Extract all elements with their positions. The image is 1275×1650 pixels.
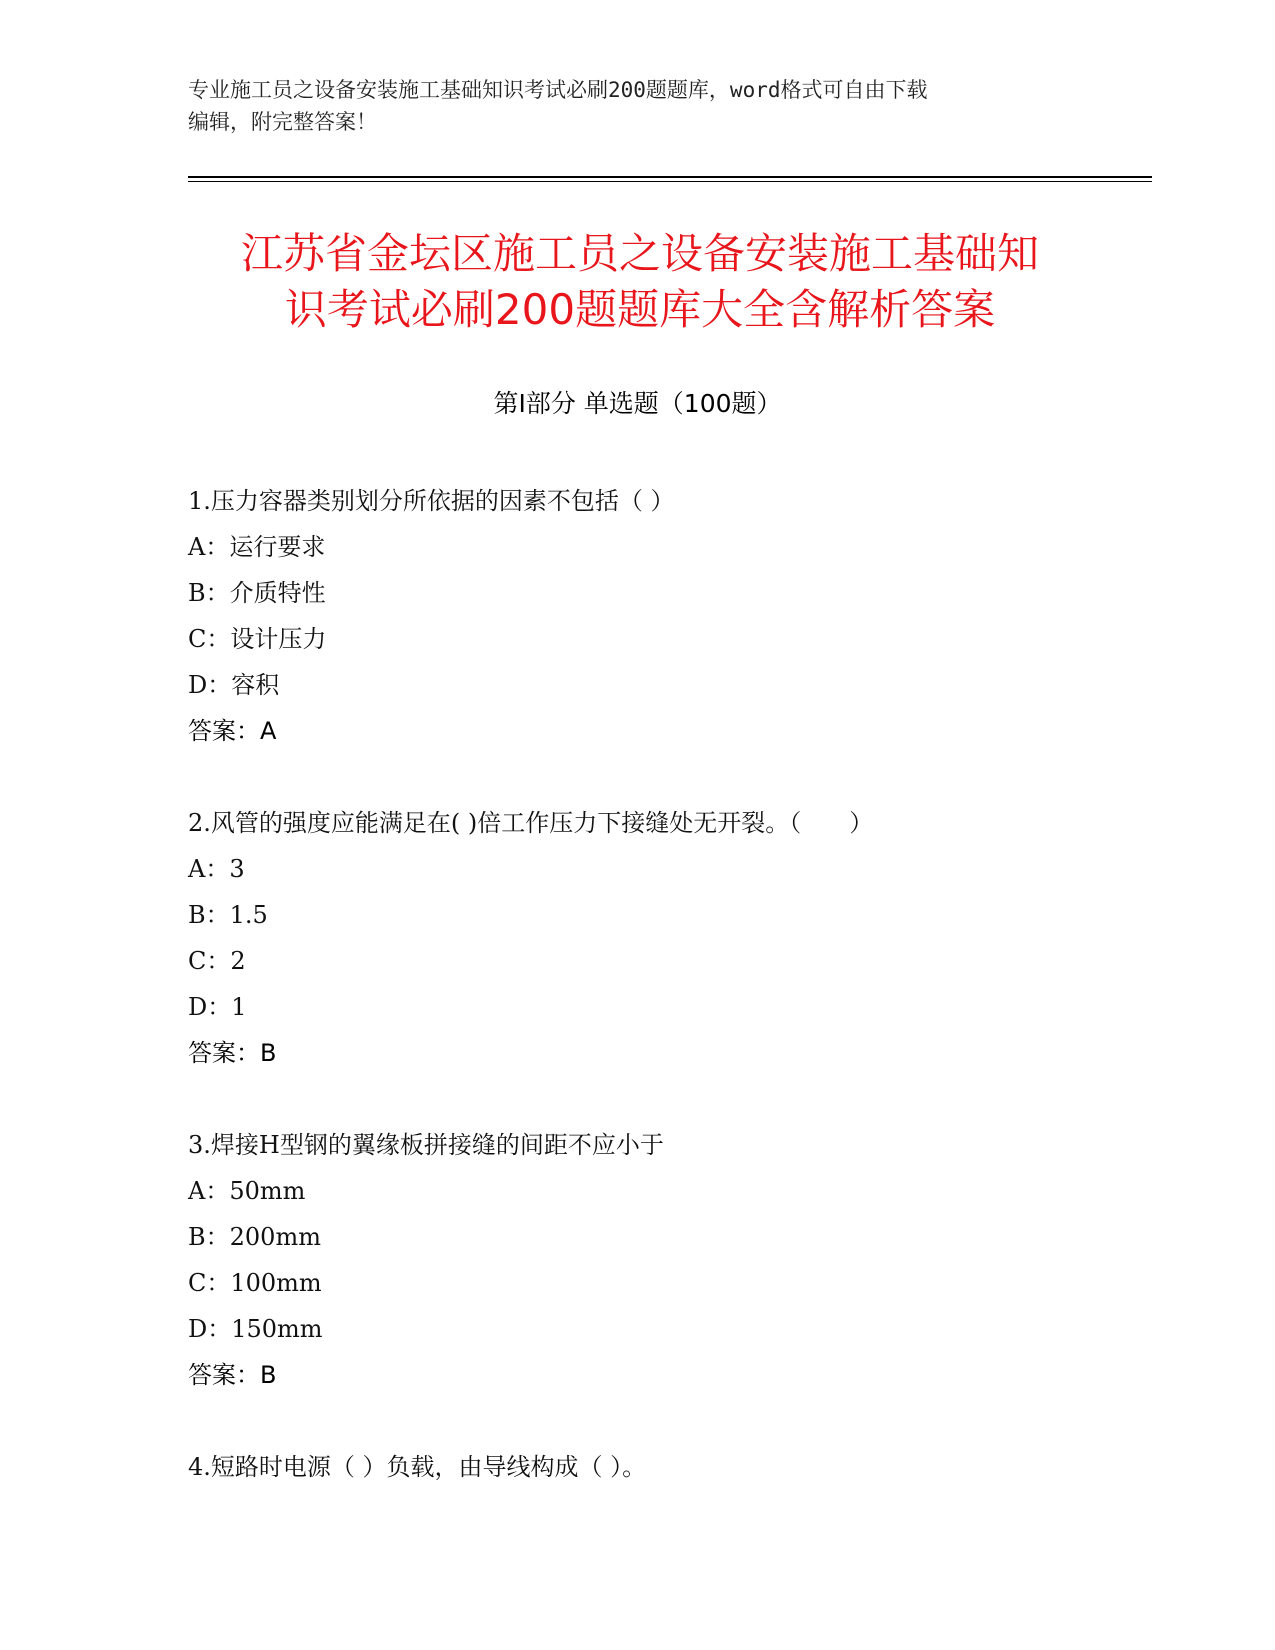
- option-d: D：150mm: [188, 1315, 323, 1343]
- question-spacer: [188, 1398, 1148, 1444]
- option-a: A：3: [188, 855, 245, 883]
- section-heading: 第Ⅰ部分 单选题（100题）: [493, 389, 782, 418]
- question-stem: 2.风管的强度应能满足在( )倍工作压力下接缝处无开裂。（ ）: [188, 809, 874, 837]
- document-title-line-2: 识考试必刷200题题库大全含解析答案: [284, 285, 996, 334]
- answer: 答案：A: [188, 717, 277, 745]
- header-note-line-1: 专业施工员之设备安装施工基础知识考试必刷200题题库，word格式可自由下载: [188, 78, 928, 102]
- question-2: [188, 800, 1148, 1076]
- answer: 答案：B: [188, 1361, 277, 1389]
- question-stem: 3.焊接H型钢的翼缘板拼接缝的间距不应小于: [188, 1131, 664, 1159]
- header-note: [188, 74, 1088, 138]
- question-spacer: [188, 754, 1148, 800]
- option-b: B：1.5: [188, 901, 268, 929]
- question-spacer: [188, 1076, 1148, 1122]
- question-list: [188, 478, 1148, 1490]
- document-title: [160, 226, 1120, 338]
- option-c: C：2: [188, 947, 246, 975]
- option-c: C：设计压力: [188, 625, 327, 653]
- option-a: A：运行要求: [188, 533, 326, 561]
- option-d: D：1: [188, 993, 247, 1021]
- header-divider-thick: [188, 176, 1152, 178]
- option-b: B：200mm: [188, 1223, 321, 1251]
- option-c: C：100mm: [188, 1269, 322, 1297]
- question-stem: 1.压力容器类别划分所依据的因素不包括（ ）: [188, 487, 675, 515]
- question-3: [188, 1122, 1148, 1398]
- option-a: A：50mm: [188, 1177, 306, 1205]
- answer: 答案：B: [188, 1039, 277, 1067]
- document-title-line-1: 江苏省金坛区施工员之设备安装施工基础知: [240, 229, 1039, 278]
- question-1: [188, 478, 1148, 754]
- header-note-line-2: 编辑，附完整答案！: [188, 110, 377, 134]
- header-divider-thin: [188, 181, 1152, 182]
- question-4: [188, 1444, 1148, 1490]
- option-b: B：介质特性: [188, 579, 326, 607]
- question-stem: 4.短路时电源（ ）负载，由导线构成（ ）。: [188, 1453, 647, 1481]
- option-d: D：容积: [188, 671, 280, 699]
